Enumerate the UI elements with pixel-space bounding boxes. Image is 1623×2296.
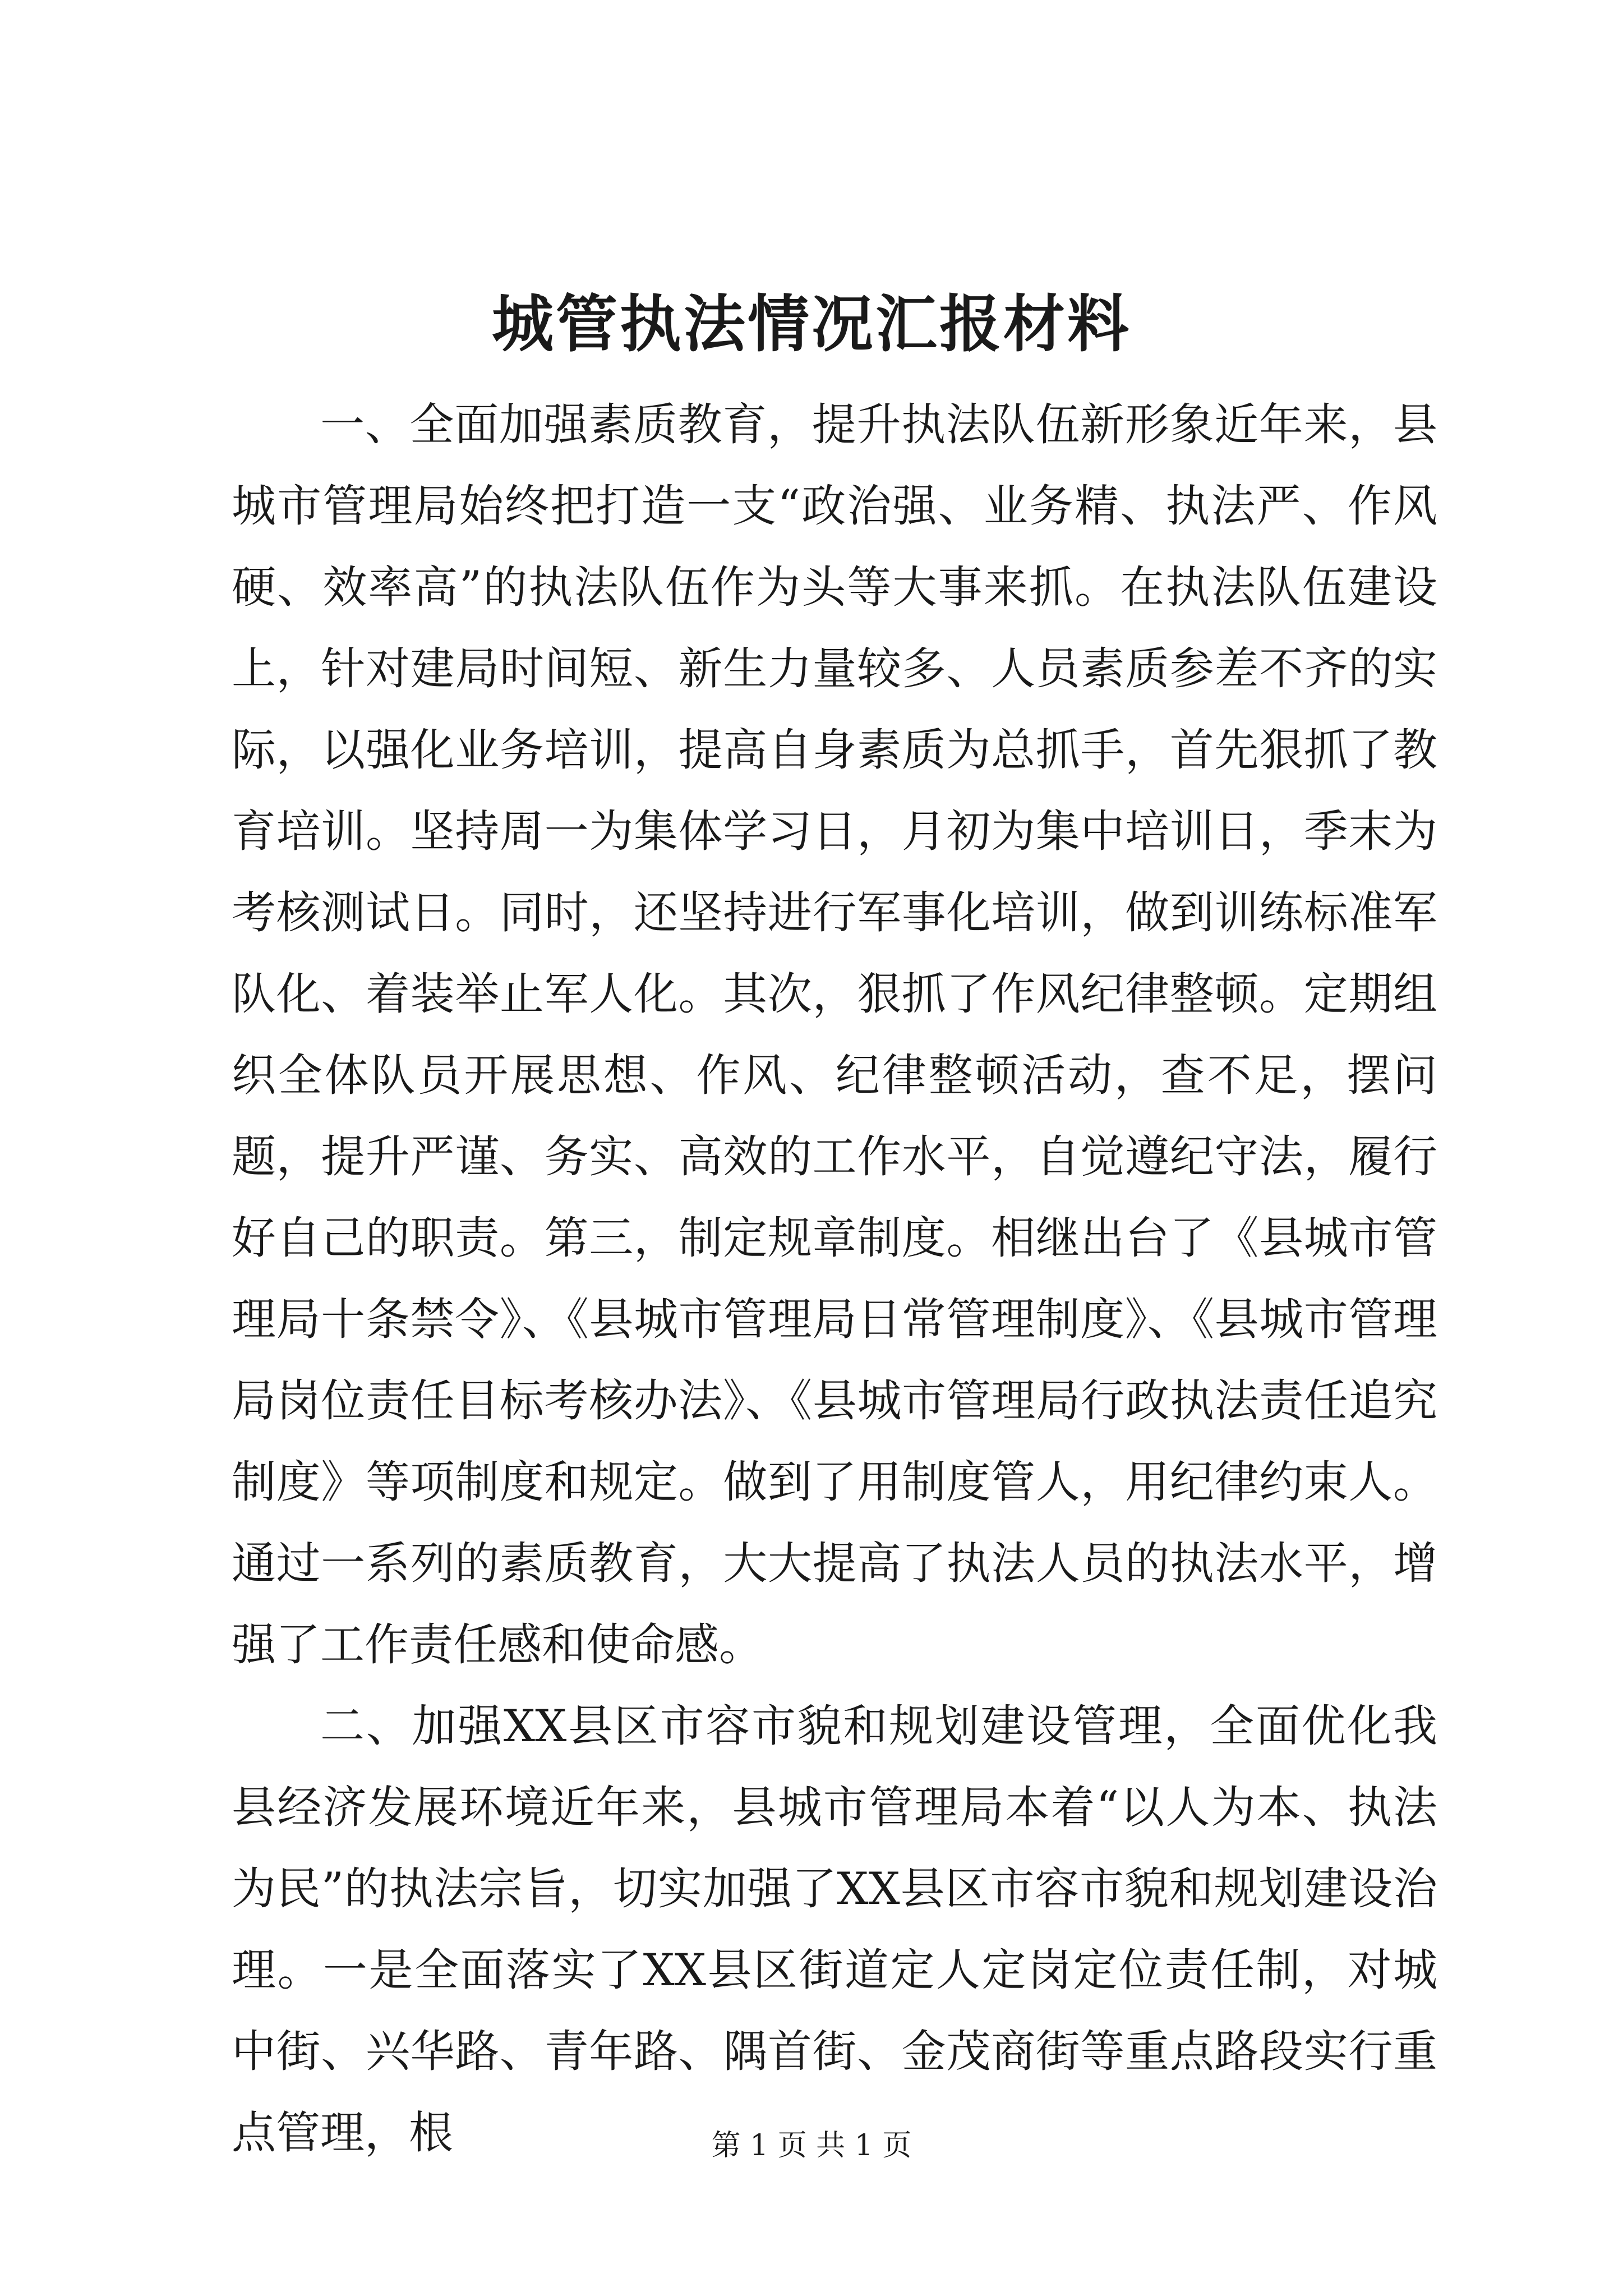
document-title: 城管执法情况汇报材料 xyxy=(492,288,1131,360)
paragraph-2: 二、加强XX县区市容市貌和规划建设管理，全面优化我县经济发展环境近年来，县城市管理局本着“以人为本、执法为民”的执法宗旨，切实加强了XX县区市容市貌和规划建设治理。一是全面落实了XX县区街道定人定岗定位责任制，对城中街、兴华路、青年路、隅首街、金茂商街等重点路段实行重点管理，根 xyxy=(232,1700,1437,2159)
document-body xyxy=(232,384,1437,2174)
paragraph-1: 一、全面加强素质教育，提升执法队伍新形象近年来，县城市管理局始终把打造一支“政治强、业务精、执法严、作风硬、效率高”的执法队伍作为头等大事来抓。在执法队伍建设上，针对建局时间短、新生力量较多、人员素质参差不齐的实际，以强化业务培训，提高自身素质为总抓手，首先狠抓了教育培训。坚持周一为集体学习日，月初为集中培训日，季末为考核测试日。同时，还坚持进行军事化培训，做到训练标准军队化、着装举止军人化。其次，狠抓了作风纪律整顿。定期组织全体队员开展思想、作风、纪律整顿活动，查不足，摆问题，提升严谨、务实、高效的工作水平，自觉遵纪守法，履行好自己的职责。第三，制定规章制度。相继出台了《县城市管理局十条禁令》、《县城市管理局日常管理制度》、《县城市管理局岗位责任目标考核办法》、《县城市管理局行政执法责任追究制度》等项制度和规定。做到了用制度管人，用纪律约束人。通过一系列的素质教育，大大提高了执法人员的执法水平，增强了工作责任感和使命感。 xyxy=(232,399,1437,1671)
page-footer: 第 1 页 共 1 页 xyxy=(711,2129,912,2162)
